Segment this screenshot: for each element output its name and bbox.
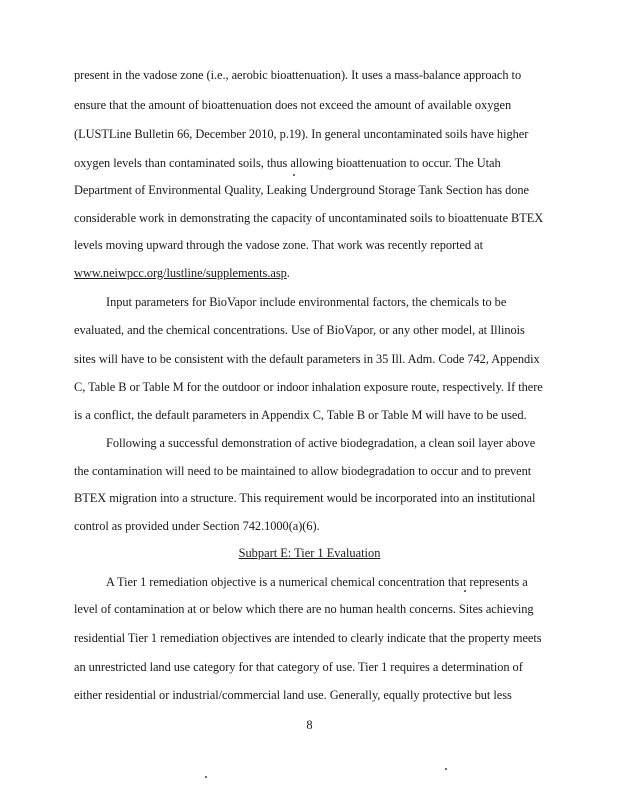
reference-link-line	[74, 266, 290, 280]
paragraph-4-line-5: either residential or industrial/commercial land use. Generally, equally protective but less	[74, 688, 512, 702]
paragraph-3-line-3: BTEX migration into a structure. This requirement would be incorporated into an institutional	[74, 491, 536, 505]
page-number: 8	[306, 718, 313, 732]
section-heading-text: Subpart E: Tier 1 Evaluation	[238, 546, 381, 560]
paragraph-1-line-6: considerable work in demonstrating the capacity of uncontaminated soils to bioattenuate BTEX	[74, 211, 544, 225]
paragraph-4-line-2: level of contamination at or below which there are no human health concerns. Sites achieving	[74, 602, 534, 616]
paragraph-1-line-7: levels moving upward through the vadose zone. That work was recently reported at	[74, 238, 484, 252]
paragraph-2-line-4: C, Table B or Table M for the outdoor or indoor inhalation exposure route, respectively. If there	[74, 380, 543, 394]
paragraph-1-line-2: ensure that the amount of bioattenuation does not exceed the amount of available oxygen	[74, 98, 512, 112]
paragraph-1-line-4: oxygen levels than contaminated soils, thus allowing bioattenuation to occur. The Utah	[74, 156, 501, 170]
paragraph-3-line-1: Following a successful demonstration of active biodegradation, a clean soil layer above	[106, 436, 536, 450]
paragraph-4-line-3: residential Tier 1 remediation objectives are intended to clearly indicate that the property meets	[74, 631, 542, 645]
scan-speck	[464, 590, 466, 592]
scan-speck	[445, 768, 447, 770]
scan-speck	[205, 776, 207, 778]
scan-speck	[293, 174, 295, 176]
section-heading	[0, 546, 619, 560]
reference-link-period: .	[286, 266, 290, 280]
paragraph-3-line-4: control as provided under Section 742.1000(a)(6).	[74, 519, 320, 533]
paragraph-1-line-3: (LUSTLine Bulletin 66, December 2010, p.19). In general uncontaminated soils have higher	[74, 127, 529, 141]
paragraph-2-line-2: evaluated, and the chemical concentrations. Use of BioVapor, or any other model, at Illinois	[74, 323, 525, 337]
paragraph-3-line-2: the contamination will need to be maintained to allow biodegradation to occur and to prevent	[74, 464, 532, 478]
paragraph-4-line-4: an unrestricted land use category for that category of use. Tier 1 requires a determination of	[74, 660, 523, 674]
reference-link[interactable]: www.neiwpcc.org/lustline/supplements.asp	[74, 266, 287, 280]
paragraph-2-line-5: is a conflict, the default parameters in Appendix C, Table B or Table M will have to be used.	[74, 408, 527, 422]
paragraph-4-line-1: A Tier 1 remediation objective is a numerical chemical concentration that represents a	[106, 575, 528, 589]
paragraph-1-line-5: Department of Environmental Quality, Leaking Underground Storage Tank Section has done	[74, 183, 530, 197]
paragraph-2-line-1: Input parameters for BioVapor include environmental factors, the chemicals to be	[106, 295, 507, 309]
paragraph-2-line-3: sites will have to be consistent with the default parameters in 35 Ill. Adm. Code 742, Appendix	[74, 352, 540, 366]
paragraph-1-line-1: present in the vadose zone (i.e., aerobic bioattenuation). It uses a mass-balance approach to	[74, 68, 522, 82]
